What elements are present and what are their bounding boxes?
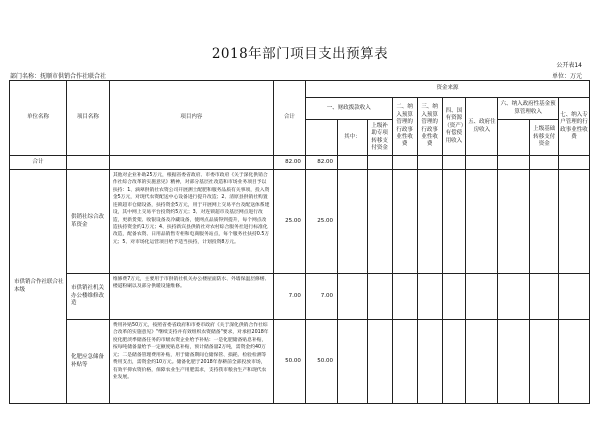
row-fiscal: 82.00 xyxy=(305,156,337,170)
col-fund-subtotal xyxy=(498,120,530,156)
table-row xyxy=(10,156,590,170)
row-project xyxy=(67,156,110,170)
row-total: 7.00 xyxy=(273,274,305,320)
col-admin-fee-2: 三、纳入预算管理的行政事业性收费 xyxy=(417,98,442,156)
col-fund-group: 六、纳入政府性基金预算管理收入 xyxy=(498,98,559,120)
col-fund-superior: 上级基础转移支付资金 xyxy=(530,120,559,156)
row-fiscal: 7.00 xyxy=(305,274,337,320)
row-total: 82.00 xyxy=(273,156,305,170)
col-project-name: 项目名称 xyxy=(67,81,110,156)
budget-table xyxy=(9,80,590,404)
col-fund-source: 资金来源 xyxy=(305,81,589,98)
col-project-content: 项目内容 xyxy=(109,81,273,156)
department-label: 部门名称：抚顺市供销合作社联合社 xyxy=(10,73,107,80)
table-row xyxy=(10,320,590,404)
row-unit: 市供销合作社联合社本级 xyxy=(10,170,67,404)
col-state-resource: 四、国有资源（资产）有偿使用收入 xyxy=(442,98,466,156)
col-fiscal-subtotal xyxy=(305,120,337,156)
row-content: 维修费7万元，主要用于市供销社机关办公楼屋面防水、外墙保温层修缮、楼道粉刷以及部分供暖设施维修。 xyxy=(109,274,273,320)
col-housing: 五、政府住房收入 xyxy=(466,98,498,156)
form-number: 公开表14 xyxy=(556,62,582,69)
col-fiscal-group: 一、财政拨款收入 xyxy=(305,98,392,120)
col-superior-transfer: 上级补助专项转移支付资金 xyxy=(367,120,392,156)
table-row xyxy=(10,274,590,320)
row-project: 化肥应急储备补贴等 xyxy=(67,320,110,404)
row-content: 费用补贴50万元，按照省委省政府和市委市政府《关于深化供销合作社综合改革的实施意见》"继续支持并有效组织农资储备"要求，对承担2018年度化肥淡季储备任务的市级农资企业给予补贴：一是化肥储备贴息补贴，按每吨储备量给予一定额度贴息补贴，预计储备量2万吨，需资金约40万元；二是储备管理费用补贴，用于储备期间仓储保管、损耗、检验检测等费用支出，需资金约10万元。储备化肥于2018年春耕前全部投放市场，有效平抑农资价格，保障农业生产用肥需求，支持我市粮食生产和现代农业发展。 xyxy=(109,320,273,404)
row-unit: 合计 xyxy=(10,156,67,170)
page-title: 2018年部门项目支出预算表 xyxy=(211,46,389,62)
col-fiscal-of-which: 其中： xyxy=(337,120,367,156)
row-content xyxy=(109,156,273,170)
row-content: 其他对企业补助25万元，根据省委省政府、市委市政府《关于深化供销合作社综合改革的实施意见》精神，对部分基层社改造和市场业务项目予以扶持：1、滴翠供销社农资公司开展测土配肥和服务品质有关事项，投入资金5万元，对现代农资配送中心设备进行提升改造；2、清原县供销社购置连锁超市仓储设备，扶持资金5万元，用于开展网上交易平台及配送体系建设，其中网上交易平台投资约5万元；3、对连锁超市及基层网点进行改造，更新货架、收银设备及冷藏设备，使网点品质得到提升，每个网点改造扶持资金约1万元；4、扶持新宾县供销社对农村综合服务社进行标准化改造，配备农资、日用品销售专柜和电商服务站点，每个服务社扶持0.5万元；5、对市场化运营项目给予适当扶持，计划投资8万元。 xyxy=(109,170,273,274)
row-project: 市供销社机关办公楼维修改造 xyxy=(67,274,110,320)
row-project: 供销社综合改革资金 xyxy=(67,170,110,274)
row-total: 25.00 xyxy=(273,170,305,274)
table-row xyxy=(10,170,590,274)
row-fiscal: 50.00 xyxy=(305,320,337,404)
row-fiscal: 25.00 xyxy=(305,170,337,274)
col-special-account: 七、纳入专户管理的行政事业性收费 xyxy=(558,98,589,156)
col-unit-name: 单位名称 xyxy=(10,81,67,156)
col-total: 合计 xyxy=(273,81,305,156)
col-admin-fee: 二、纳入预算管理的行政事业性收费 xyxy=(392,98,417,156)
unit-label: 单位：万元 xyxy=(551,73,582,80)
row-total: 50.00 xyxy=(273,320,305,404)
